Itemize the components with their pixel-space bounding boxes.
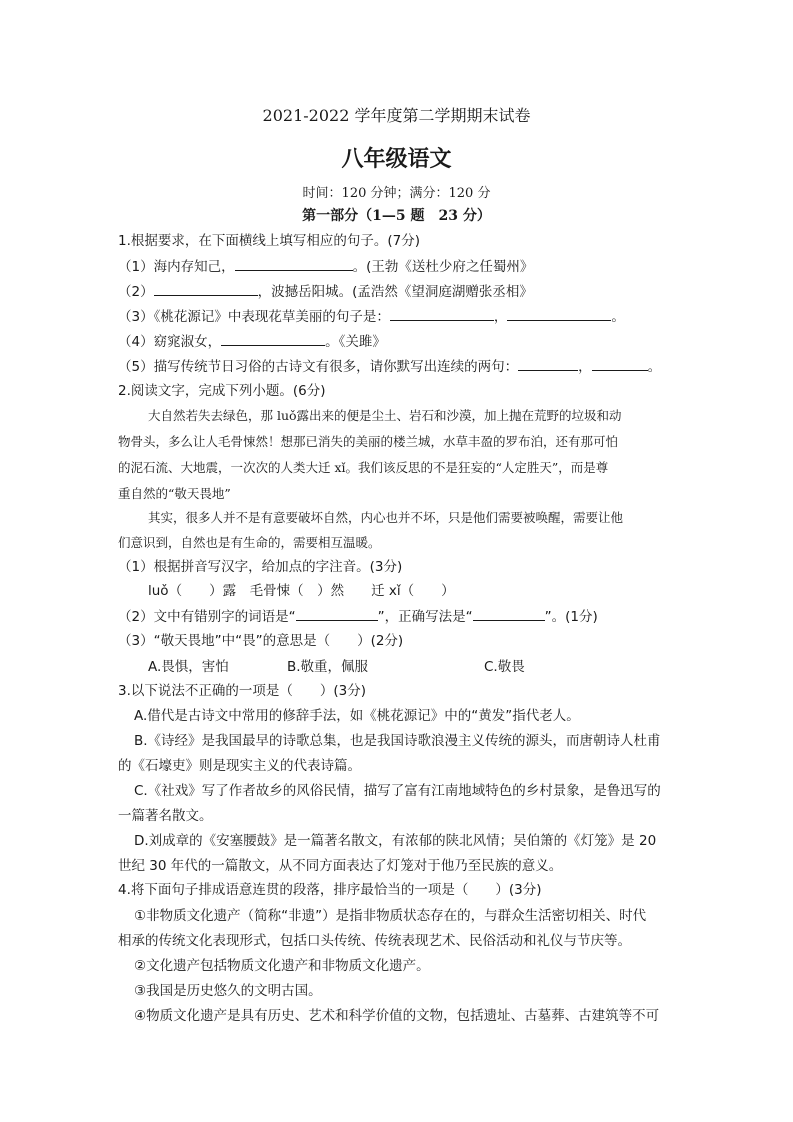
- q3-option-b: B.《诗经》是我国最早的诗歌总集，也是我国诗歌浪漫主义传统的源头，而唐朝诗人杜甫: [134, 733, 661, 749]
- q2-sub2-pre: （2）文中有错别字的词语是“: [118, 609, 296, 625]
- q1-item2-post: ，波撼岳阳城。(孟浩然《望洞庭湖赠张丞相》: [257, 284, 533, 300]
- q2-option-c: C.敬畏: [484, 659, 525, 675]
- q1-item3-mid: ，: [493, 309, 508, 325]
- q1-item4: [118, 331, 386, 352]
- passage-line: 的泥石流、大地震，一次次的人类大迁 xǐ。我们该反思的不是狂妄的“人定胜天”，而是尊: [118, 460, 609, 475]
- q2-option-b: B.敬重，佩服: [287, 659, 369, 675]
- q1-item3-pre: （3）《桃花源记》中表现花草美丽的句子是：: [118, 309, 390, 325]
- q3-option-d-cont: 世纪 30 年代的一篇散文，从不同方面表达了灯笼对于他乃至民族的意义。: [118, 858, 563, 874]
- answer-blank[interactable]: [390, 306, 494, 321]
- q3-option-b-cont: 的《石壕吏》则是现实主义的代表诗篇。: [118, 758, 361, 774]
- passage-line: 大自然若失去绿色，那 luǒ露出来的便是尘土、岩石和沙漠，加上抛在荒野的垃圾和动: [148, 408, 622, 423]
- answer-blank[interactable]: [592, 356, 648, 371]
- q4-sentence-3: ③我国是历史悠久的文明古国。: [134, 983, 322, 999]
- q1-item1-pre: （1）海内存知己，: [118, 259, 235, 275]
- q1-item5: [118, 356, 661, 377]
- q1-item3-post: 。: [611, 309, 625, 325]
- q1-item5-pre: （5）描写传统节日习俗的古诗文有很多，请你默写出连续的两句：: [118, 359, 519, 375]
- part-title: 第一部分（1—5 题 23 分）: [302, 208, 491, 224]
- q4-sentence-4: ④物质文化遗产是具有历史、艺术和科学价值的文物，包括遗址、古墓葬、古建筑等不可: [134, 1008, 660, 1024]
- q1-item2-pre: （2）: [118, 284, 154, 300]
- passage-line: 重自然的“敬天畏地”: [118, 486, 231, 501]
- q1-item5-mid: ，: [578, 359, 592, 375]
- exam-meta: 时间：120 分钟；满分：120 分: [302, 186, 491, 201]
- q2-stem: 2.阅读文字，完成下列小题。(6分): [118, 383, 326, 399]
- q4-sentence-1: ①非物质文化遗产（简称“非遗”）是指非物质状态存在的，与群众生活密切相关、时代: [134, 908, 647, 924]
- answer-blank[interactable]: [296, 606, 378, 621]
- q1-item5-post: 。: [647, 359, 662, 375]
- q3-option-d: D.刘成章的《安塞腰鼓》是一篇著名散文，有浓郁的陕北风情；吴伯箫的《灯笼》是 20: [134, 833, 657, 849]
- subject-title: 八年级语文: [341, 147, 452, 172]
- answer-blank[interactable]: [507, 306, 611, 321]
- q3-option-c-cont: 一篇著名散文。: [118, 808, 213, 824]
- answer-blank[interactable]: [154, 281, 258, 296]
- q4-sentence-2: ②文化遗产包括物质文化遗产和非物质文化遗产。: [134, 958, 430, 974]
- exam-title: 2021-2022 学年度第二学期期末试卷: [262, 106, 531, 125]
- q2-sub2-post: ”。(1分): [544, 609, 598, 625]
- answer-blank[interactable]: [235, 256, 353, 271]
- q4-stem: 4.将下面句子排成语意连贯的段落，排序最恰当的一项是（ ）(3分): [118, 882, 542, 898]
- q2-sub1-fill: luǒ（ ）露 毛骨悚（ ）然 迁 xǐ（ ）: [148, 583, 455, 599]
- q1-item4-post: 。《关雎》: [325, 334, 386, 350]
- q1-item3: [118, 306, 625, 327]
- q1-item1-post: 。(王勃《送杜少府之任蜀州》: [352, 259, 534, 275]
- q4-sentence-1-cont: 相承的传统文化表现形式，包括口头传统、传统表现艺术、民俗活动和礼仪与节庆等。: [118, 933, 631, 949]
- q3-option-a: A.借代是古诗文中常用的修辞手法，如《桃花源记》中的“黄发”指代老人。: [134, 708, 580, 724]
- passage-line: 其实，很多人并不是有意要破坏自然，内心也并不坏，只是他们需要被唤醒，需要让他: [148, 510, 624, 525]
- q2-option-a: A.畏惧，害怕: [148, 659, 229, 675]
- answer-blank[interactable]: [518, 356, 578, 371]
- passage-line: 物骨头，多么让人毛骨悚然！想那已消失的美丽的楼兰城，水草丰盈的罗布泊，还有那可怕: [118, 434, 619, 449]
- q1-stem: 1.根据要求，在下面横线上填写相应的句子。(7分): [118, 233, 421, 249]
- q3-stem: 3.以下说法不正确的一项是（ ）(3分): [118, 683, 367, 699]
- q1-item1: [118, 256, 533, 277]
- q1-item4-pre: （4）窈窕淑女，: [118, 334, 222, 350]
- q3-option-c: C.《社戏》写了作者故乡的风俗民情，描写了富有江南地域特色的乡村景象，是鲁迅写的: [134, 783, 661, 799]
- q2-sub2: [118, 606, 598, 627]
- q2-sub2-mid: ”，正确写法是“: [377, 609, 473, 625]
- passage-line: 们意识到，自然也是有生命的，需要相互温暖。: [118, 535, 381, 550]
- answer-blank[interactable]: [473, 606, 545, 621]
- q1-item2: [118, 281, 533, 302]
- q2-sub1: （1）根据拼音写汉字，给加点的字注音。(3分): [118, 559, 403, 575]
- answer-blank[interactable]: [221, 331, 325, 346]
- q2-sub3: （3）“敬天畏地”中“畏”的意思是（ ）(2分): [118, 633, 404, 649]
